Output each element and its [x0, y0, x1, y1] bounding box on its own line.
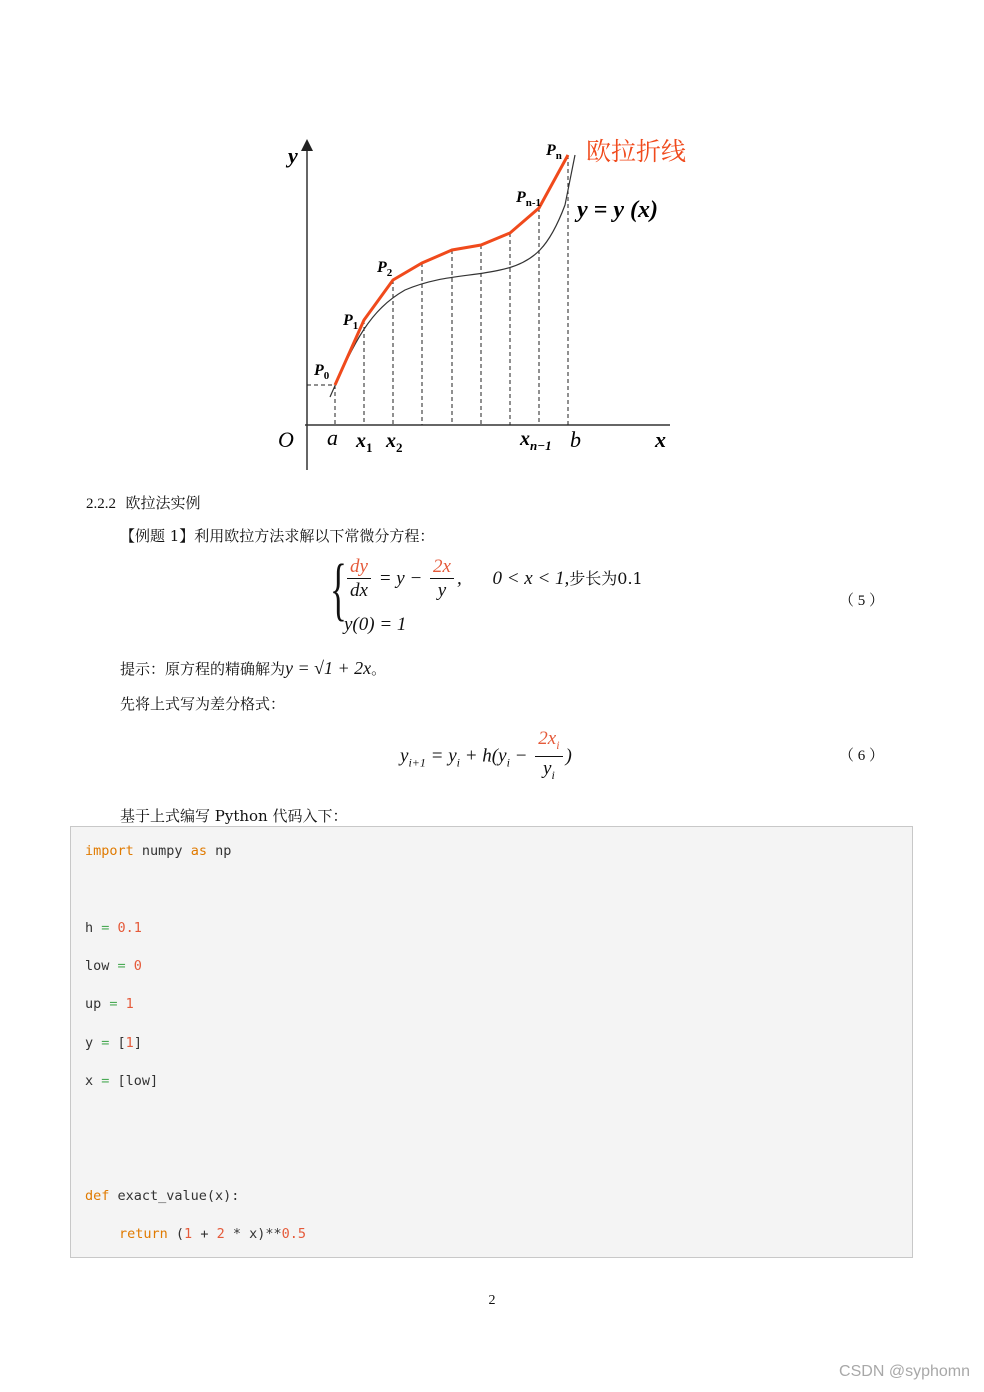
page-number: 2 [488, 1293, 496, 1308]
code-line-4: up = 1 [85, 996, 134, 1012]
code-block[interactable] [70, 826, 913, 1258]
section-number: 2.2.2 [86, 496, 116, 512]
y-axis-label: y [288, 143, 298, 168]
hint-prefix: 提示：原方程的精确解为 [120, 660, 286, 678]
equation-5 [330, 551, 660, 638]
code-line-7: def exact_value(x): [85, 1188, 240, 1204]
tick-x1-label: $x_1$ [356, 430, 373, 455]
frac-den: $y_i$ [543, 757, 555, 782]
euler-polyline-label: 欧拉折线 [586, 137, 687, 166]
tick-xn1-label: $x_{n-1}$ [520, 428, 552, 453]
origin-label: O [278, 427, 294, 452]
lhs-sub: i+1 [408, 755, 426, 770]
code-line-6: x = [low] [85, 1073, 159, 1089]
fraction-denominator: y [437, 580, 447, 601]
code-line-2: h = 0.1 [85, 920, 142, 936]
domain-condition: 0 < x < 1, [492, 567, 570, 589]
equation-6-number: （ 6 ） [838, 748, 884, 764]
comma: , [456, 567, 462, 589]
code-intro: 基于上式编写 Python 代码入下： [120, 807, 348, 825]
dy-numerator: dy [347, 556, 371, 579]
tick-x2-label: $x_2$ [386, 430, 403, 455]
exact-solution-curve [330, 155, 575, 397]
two-x-over-y-fraction [430, 556, 454, 603]
curve-label: y = y (x) [577, 197, 658, 223]
h-term: + h(y [464, 745, 507, 767]
two-xi-over-yi-fraction [535, 728, 562, 787]
euler-method-figure [270, 125, 720, 475]
example-statement: 【例题 1】利用欧拉方法求解以下常微分方程： [120, 527, 435, 545]
left-brace: { [330, 551, 347, 628]
lhs-y: y [400, 745, 409, 767]
point-p0-label: $P_0$ [314, 362, 330, 382]
ode-rhs: = y − [378, 567, 423, 589]
code-line-5: y = [1] [85, 1035, 142, 1051]
section-title: 欧拉法实例 [125, 494, 201, 512]
dx-denominator: dx [350, 580, 368, 601]
grid-dashed-lines [307, 155, 568, 425]
section-heading [86, 492, 201, 513]
exact-solution-formula: y = √1 + 2x [285, 658, 372, 678]
difference-intro: 先将上式写为差分格式： [120, 695, 286, 713]
hint-suffix: 。 [371, 660, 387, 678]
tick-b-label: b [570, 427, 581, 452]
hint-line [120, 658, 386, 679]
watermark: CSDN @syphomn [839, 1363, 970, 1380]
code-line-8: return (1 + 2 * x)**0.5 [119, 1226, 307, 1242]
code-line-1: import numpy as np [85, 843, 232, 859]
tick-a-label: a [327, 425, 338, 450]
point-pn-label: $P_n$ [546, 142, 562, 162]
ode-line [344, 556, 643, 603]
minus-sign: − [509, 745, 528, 767]
initial-condition: y(0) = 1 [344, 614, 407, 635]
mid-y: = y [430, 745, 457, 767]
point-pn1-label: $P_{n-1}$ [516, 189, 542, 209]
dy-dx-fraction [347, 556, 371, 603]
close-paren: ) [565, 745, 572, 767]
h-sub: i [506, 755, 510, 770]
point-p1-label: $P_1$ [343, 312, 359, 332]
equation-6 [400, 728, 572, 787]
x-axis-label: x [655, 427, 666, 452]
step-size: 步长为0.1 [569, 568, 643, 588]
mid-sub: i [456, 755, 460, 770]
code-line-3: low = 0 [85, 958, 142, 974]
frac-num: $2x_i$ [535, 728, 562, 757]
equation-5-number: （ 5 ） [838, 593, 884, 609]
fraction-numerator: 2x [430, 556, 454, 579]
point-p2-label: $P_2$ [377, 259, 393, 279]
